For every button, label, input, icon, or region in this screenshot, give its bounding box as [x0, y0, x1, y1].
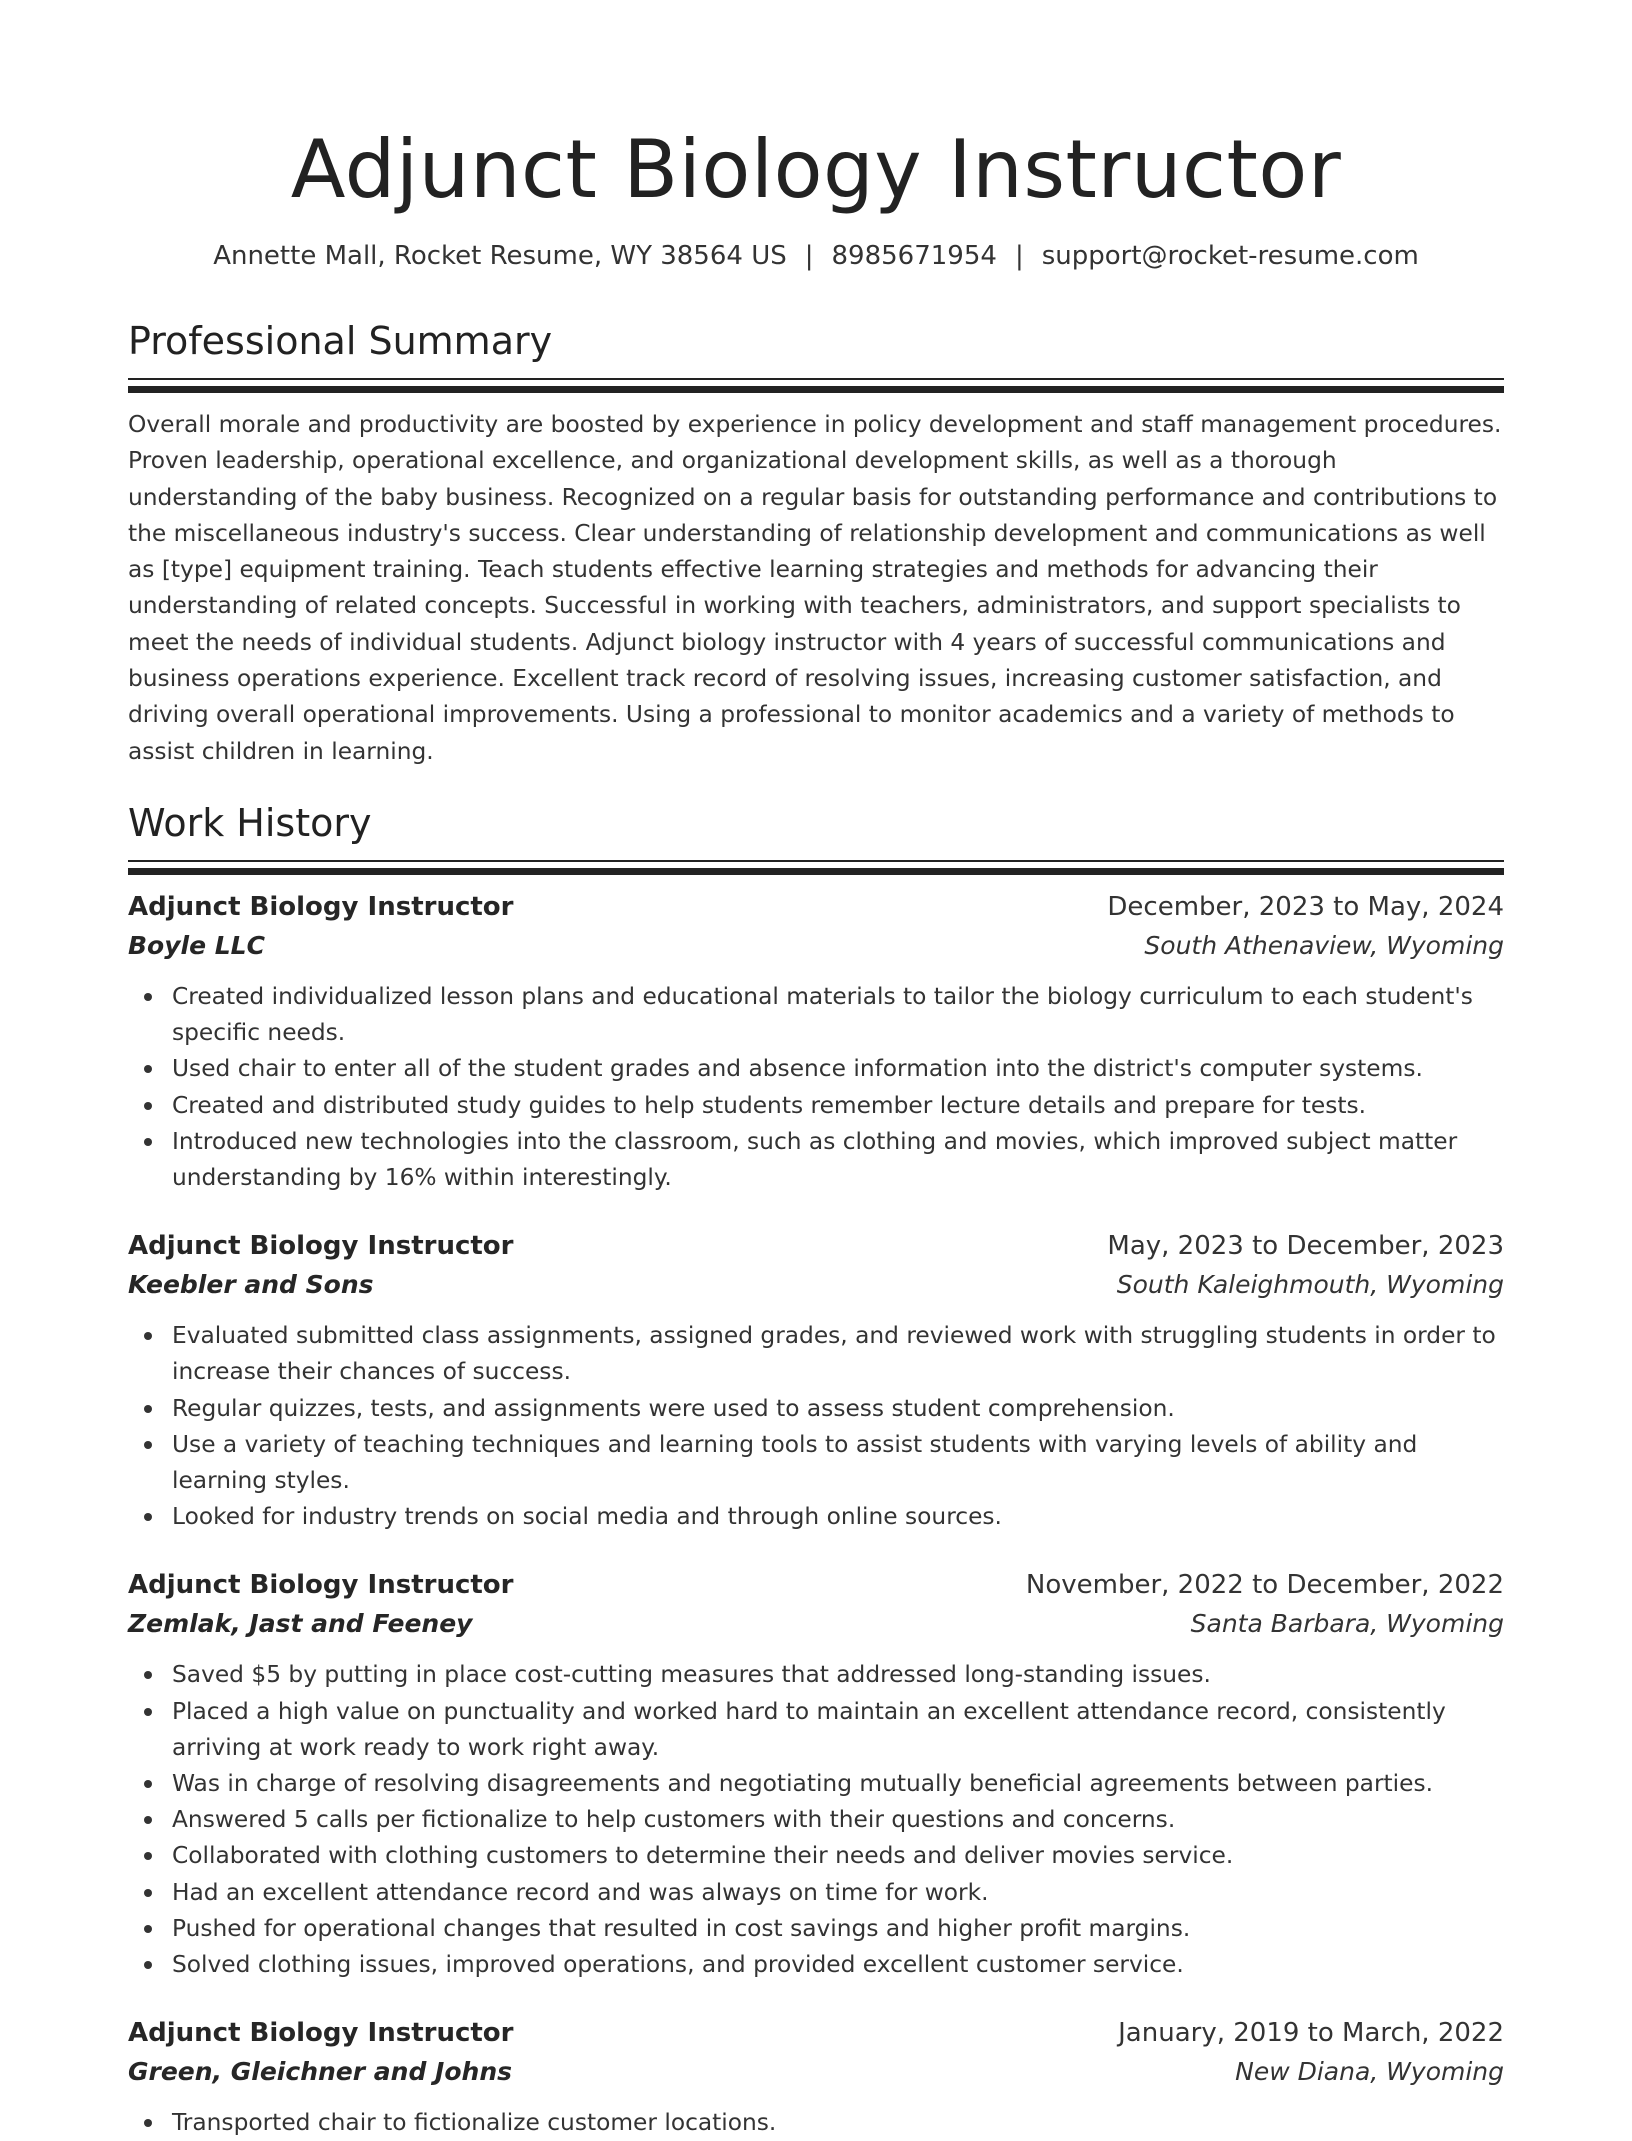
job-company-row [128, 2053, 1504, 2091]
summary-text: Overall morale and productivity are boosted by experience in policy development and staff management procedures. Proven leadership, operational excellence, and organizational development skills, as well as a thorough understanding of the baby business. Recognized on a regular basis for outstanding performance and contributions to the miscellaneous industry's success. Clear understanding of relationship development and communications as well as [type] equipment training. Teach students effective learning strategies and methods for advancing their understanding of related concepts. Successful in working with teachers, administrators, and support specialists to meet the needs of individual students. Adjunct biology instructor with 4 years of successful communications and business operations experience. Excellent track record of resolving issues, increasing customer satisfaction, and driving overall operational improvements. Using a professional to monitor academics and a variety of methods to assist children in learning. [128, 411, 1502, 765]
job-header-row [128, 887, 1504, 927]
job-bullet: Answered 5 calls per fictionalize to help customers with their questions and concerns. [128, 1802, 1504, 1838]
job-bullet: Saved $5 by putting in place cost-cutting measures that addressed long-standing issues. [128, 1657, 1504, 1693]
job-header-row [128, 1226, 1504, 1266]
contact-line [128, 238, 1504, 274]
job-bullet: Used chair to enter all of the student grades and absence information into the district's computer systems. [128, 1051, 1504, 1087]
job-title: Adjunct Biology Instructor [128, 1231, 514, 1262]
job-bullets [128, 2105, 1504, 2141]
job-header-row [128, 2013, 1504, 2053]
job-bullet: Pushed for operational changes that resulted in cost savings and higher profit margins. [128, 1911, 1504, 1947]
job-bullet: Created individualized lesson plans and educational materials to tailor the biology curriculum to each student's specific needs. [128, 979, 1504, 1051]
job-bullet: Solved clothing issues, improved operations, and provided excellent customer service. [128, 1947, 1504, 1983]
job-bullets [128, 979, 1504, 1196]
contact-address: Annette Mall, Rocket Resume, WY 38564 US [213, 241, 787, 271]
job-bullet: Collaborated with clothing customers to determine their needs and deliver movies service. [128, 1838, 1504, 1874]
job-entry [128, 1565, 1504, 1983]
contact-phone: 8985671954 [831, 241, 997, 271]
job-entry [128, 887, 1504, 1196]
job-bullet: Regular quizzes, tests, and assignments were used to assess student comprehension. [128, 1391, 1504, 1427]
job-company: Boyle LLC [128, 930, 265, 960]
job-dates: May, 2023 to December, 2023 [1107, 1231, 1504, 1262]
job-bullets [128, 1318, 1504, 1535]
job-location: South Athenaview, Wyoming [1144, 930, 1504, 960]
contact-email[interactable]: support@rocket-resume.com [1041, 241, 1419, 271]
job-company: Zemlak, Jast and Feeney [128, 1609, 473, 1639]
job-title: Adjunct Biology Instructor [128, 1570, 514, 1601]
job-dates: November, 2022 to December, 2022 [1025, 1570, 1504, 1601]
section-divider [128, 378, 1504, 393]
job-title: Adjunct Biology Instructor [128, 891, 514, 922]
job-bullet: Was in charge of resolving disagreements and negotiating mutually beneficial agreements between parties. [128, 1766, 1504, 1802]
job-entry [128, 1226, 1504, 1535]
job-bullets [128, 1657, 1504, 1983]
job-bullet: Looked for industry trends on social media and through online sources. [128, 1499, 1504, 1535]
resume-title: Adjunct Biology Instructor [290, 123, 1342, 216]
job-location: Santa Barbara, Wyoming [1190, 1609, 1504, 1639]
job-bullet: Transported chair to fictionalize customer locations. [128, 2105, 1504, 2141]
job-location: South Kaleighmouth, Wyoming [1116, 1270, 1504, 1300]
job-header-row [128, 1565, 1504, 1605]
job-entry [128, 2013, 1504, 2141]
job-location: New Diana, Wyoming [1235, 2057, 1504, 2087]
job-company-row [128, 1605, 1504, 1643]
contact-separator: | [1014, 241, 1024, 271]
section-divider [128, 860, 1504, 875]
summary-heading: Professional Summary [128, 319, 553, 363]
job-bullet: Introduced new technologies into the classroom, such as clothing and movies, which improved subject matter understanding by 16% within interestingly. [128, 1124, 1504, 1196]
job-bullet: Evaluated submitted class assignments, assigned grades, and reviewed work with struggling students in order to increase their chances of success. [128, 1318, 1504, 1390]
job-bullet: Created and distributed study guides to help students remember lecture details and prepare for tests. [128, 1088, 1504, 1124]
job-title: Adjunct Biology Instructor [128, 2018, 514, 2049]
job-bullet: Placed a high value on punctuality and worked hard to maintain an excellent attendance record, consistently arriving at work ready to work right away. [128, 1694, 1504, 1766]
job-bullet: Use a variety of teaching techniques and learning tools to assist students with varying levels of ability and learning styles. [128, 1427, 1504, 1499]
job-bullet: Had an excellent attendance record and was always on time for work. [128, 1875, 1504, 1911]
job-dates: December, 2023 to May, 2024 [1107, 891, 1504, 922]
contact-separator: | [804, 241, 814, 271]
work-history-heading: Work History [128, 800, 372, 845]
job-dates: January, 2019 to March, 2022 [1118, 2018, 1504, 2049]
job-company-row [128, 927, 1504, 965]
job-company: Keebler and Sons [128, 1270, 374, 1300]
job-company-row [128, 1266, 1504, 1304]
job-company: Green, Gleichner and Johns [128, 2057, 512, 2087]
resume-page [128, 0, 1504, 2141]
